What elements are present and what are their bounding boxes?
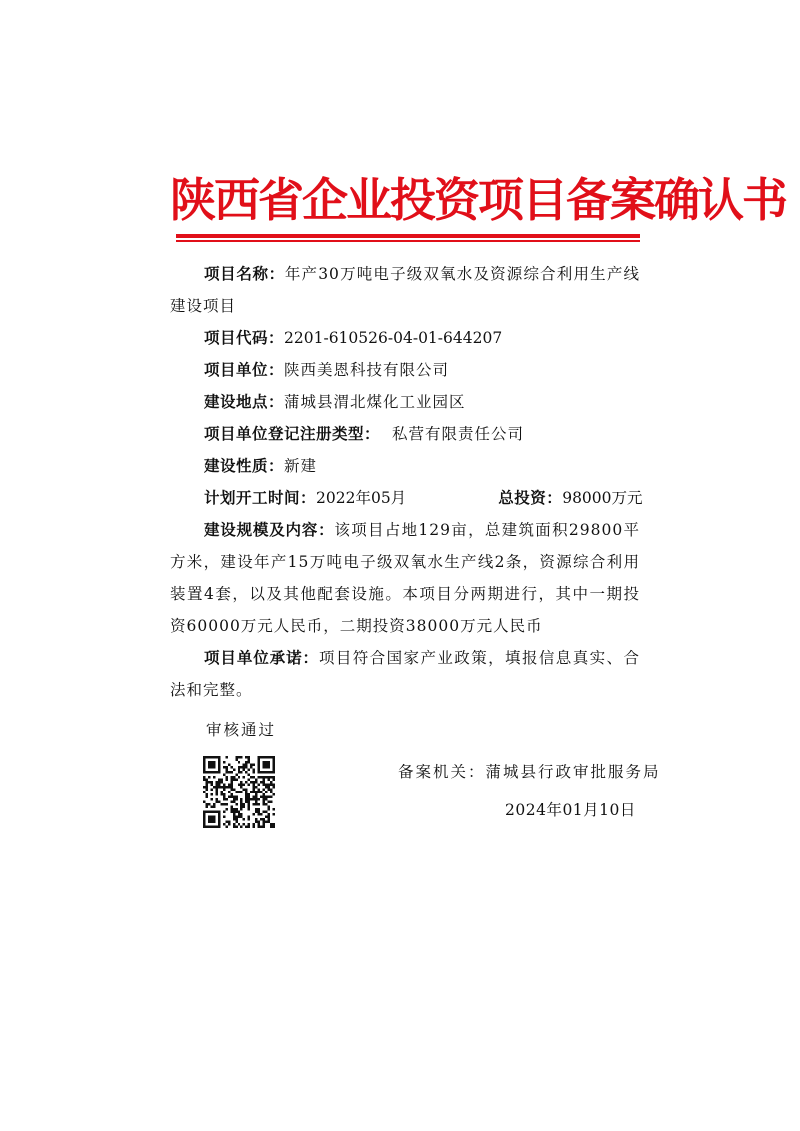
field-value: 蒲城县渭北煤化工业园区 — [284, 393, 466, 411]
field-value: 98000万元 — [562, 489, 643, 507]
document-title: 陕西省企业投资项目备案确认书 — [170, 173, 786, 227]
document-body — [170, 258, 643, 706]
field-project-name — [170, 258, 640, 322]
field-project-unit — [170, 354, 640, 386]
field-registration-type — [170, 418, 640, 450]
field-start-and-investment — [170, 482, 643, 514]
field-commitment — [170, 642, 640, 706]
field-label: 建设地点： — [204, 393, 285, 411]
field-value: 新建 — [284, 457, 318, 475]
filing-authority: 备案机关：蒲城县行政审批服务局 — [398, 763, 661, 781]
field-label: 建设性质： — [204, 457, 285, 475]
field-label: 计划开工时间： — [204, 489, 317, 507]
field-location — [170, 386, 640, 418]
field-value: 陕西美恩科技有限公司 — [284, 361, 450, 379]
field-value: 项目符合国家产业政策，填报信息真实、合法和完整。 — [170, 649, 640, 699]
field-scale — [170, 514, 640, 642]
title-underline-thin — [176, 240, 640, 242]
qr-code-icon — [203, 756, 275, 828]
approval-status: 审核通过 — [206, 721, 277, 739]
field-label: 项目单位： — [204, 361, 285, 379]
field-nature — [170, 450, 640, 482]
field-value: 私营有限责任公司 — [392, 425, 525, 443]
title-underline-thick — [176, 234, 640, 238]
field-label: 项目单位承诺： — [204, 649, 319, 667]
field-value: 该项目占地129亩，总建筑面积29800平方米，建设年产15万吨电子级双氧水生产线2条，资源综合利用装置4套，以及其他配套设施。本项目分两期进行，其中一期投资60000万元人民币，二期投资38000万元人民币 — [170, 521, 640, 635]
filing-date: 2024年01月10日 — [505, 801, 636, 819]
field-label: 项目代码： — [204, 329, 285, 347]
field-value: 2022年05月 — [316, 489, 407, 507]
field-label: 项目名称： — [204, 265, 285, 283]
field-label: 建设规模及内容： — [204, 521, 335, 539]
field-label: 总投资： — [498, 489, 563, 507]
field-value: 2201-610526-04-01-644207 — [284, 329, 503, 347]
field-project-code — [170, 322, 640, 354]
field-label: 项目单位登记注册类型： — [204, 425, 381, 443]
field-value: 年产30万吨电子级双氧水及资源综合利用生产线建设项目 — [170, 265, 640, 315]
